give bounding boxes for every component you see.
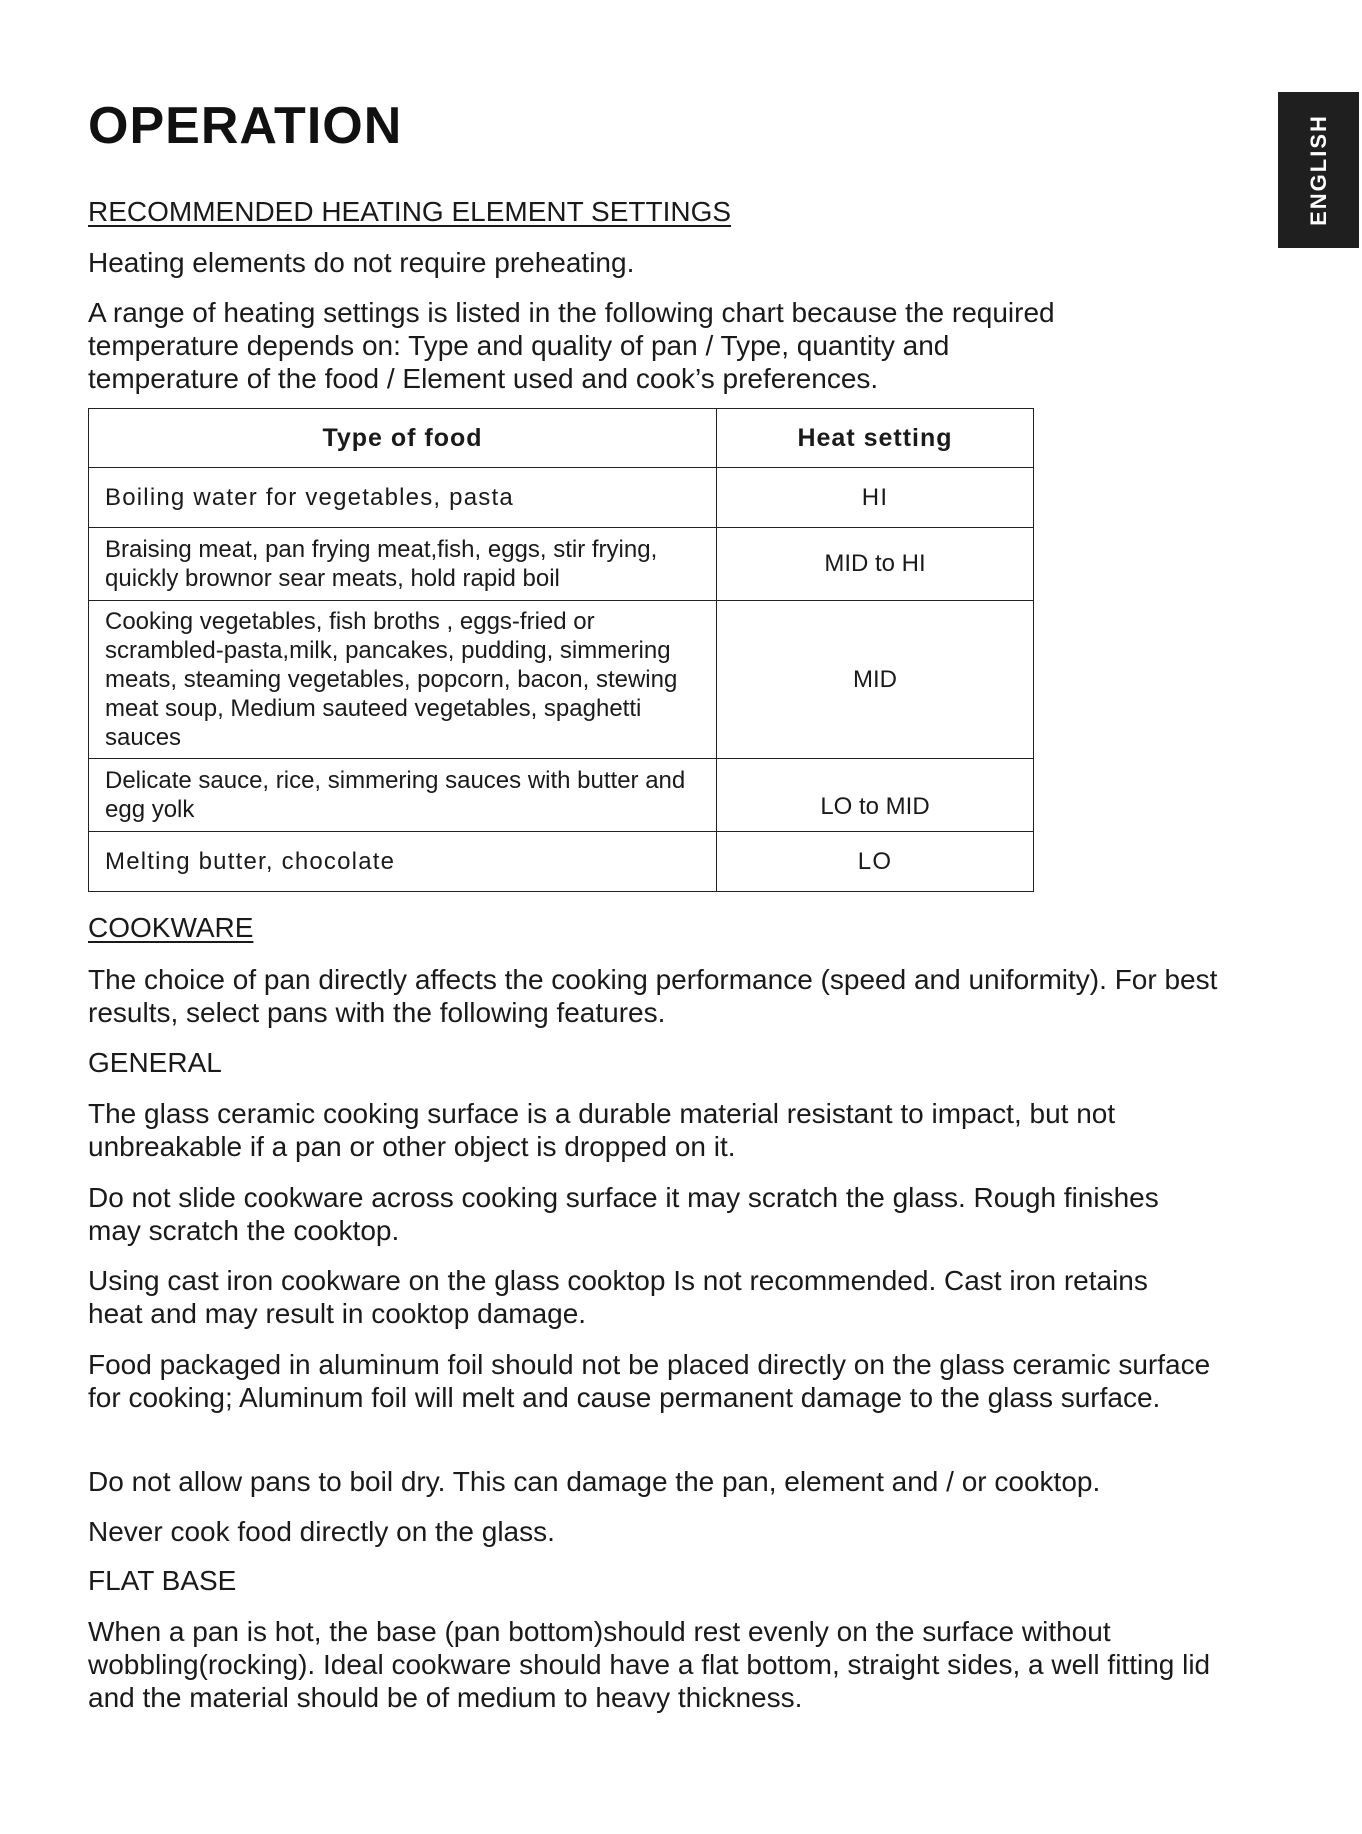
cookware-intro: The choice of pan directly affects the cooking performance (speed and uniformity). For best results, select pans with the following features. — [88, 964, 1218, 1028]
flat-base-paragraph: When a pan is hot, the base (pan bottom)should rest evenly on the surface without wobbling(rocking). Ideal cookware should have a flat bottom, straight sides, a well fitting lid and the material should be of medium to heavy thickness. — [88, 1616, 1211, 1713]
table-row — [89, 832, 1034, 892]
general-paragraph: Do not slide cookware across cooking surface it may scratch the glass. Rough finishes may scratch the cooktop. — [88, 1182, 1159, 1246]
preheat-note: Heating elements do not require preheating. — [88, 247, 635, 278]
heat-cell: MID to HI — [717, 528, 1034, 601]
food-cell: Boiling water for vegetables, pasta — [89, 468, 717, 528]
table-row — [89, 759, 1034, 832]
range-explanation-line: A range of heating settings is listed in the following chart because the required — [88, 297, 1055, 328]
table-row — [89, 601, 1034, 759]
language-tab — [1278, 92, 1359, 248]
general-paragraph: Do not allow pans to boil dry. This can damage the pan, element and / or cooktop. — [88, 1466, 1101, 1497]
heat-cell: LO — [717, 832, 1034, 892]
heat-cell: MID — [717, 601, 1034, 759]
food-cell: Melting butter, chocolate — [89, 832, 717, 892]
table-row — [89, 528, 1034, 601]
table-row — [89, 468, 1034, 528]
table-header-heat: Heat setting — [717, 409, 1034, 468]
subheading-flat-base: FLAT BASE — [88, 1565, 237, 1596]
subheading-general: GENERAL — [88, 1047, 222, 1078]
language-tab-label: ENGLISH — [1305, 114, 1331, 226]
table-header-row — [89, 409, 1034, 468]
heat-settings-table — [88, 408, 1034, 892]
range-explanation-line: temperature depends on: Type and quality of pan / Type, quantity and — [88, 330, 950, 361]
range-explanation-line: temperature of the food / Element used and cook’s preferences. — [88, 363, 879, 394]
heat-cell: LO to MID — [717, 759, 1034, 832]
range-explanation — [88, 296, 1055, 395]
food-cell: Cooking vegetables, fish broths , eggs-fried or scrambled-pasta,milk, pancakes, pudding, simmering meats, steaming vegetables, popcorn, bacon, stewing meat soup, Medium sauteed vegetables, spaghetti sauces — [89, 601, 717, 759]
table-header-food: Type of food — [89, 409, 717, 468]
general-paragraph: Using cast iron cookware on the glass cooktop Is not recommended. Cast iron retains heat and may result in cooktop damage. — [88, 1265, 1148, 1329]
section-heading-cookware: COOKWARE — [88, 912, 254, 943]
food-cell: Delicate sauce, rice, simmering sauces with butter and egg yolk — [89, 759, 717, 832]
section-heading-settings: RECOMMENDED HEATING ELEMENT SETTINGS — [88, 196, 732, 227]
food-cell: Braising meat, pan frying meat,fish, eggs, stir frying, quickly brownor sear meats, hold rapid boil — [89, 528, 717, 601]
general-paragraph: The glass ceramic cooking surface is a durable material resistant to impact, but not unbreakable if a pan or other object is dropped on it. — [88, 1098, 1116, 1162]
page-title: OPERATION — [88, 97, 403, 155]
general-paragraph: Food packaged in aluminum foil should not be placed directly on the glass ceramic surface for cooking; Aluminum foil will melt and cause permanent damage to the glass surface. — [88, 1349, 1211, 1413]
general-paragraph: Never cook food directly on the glass. — [88, 1516, 555, 1547]
heat-cell: HI — [717, 468, 1034, 528]
